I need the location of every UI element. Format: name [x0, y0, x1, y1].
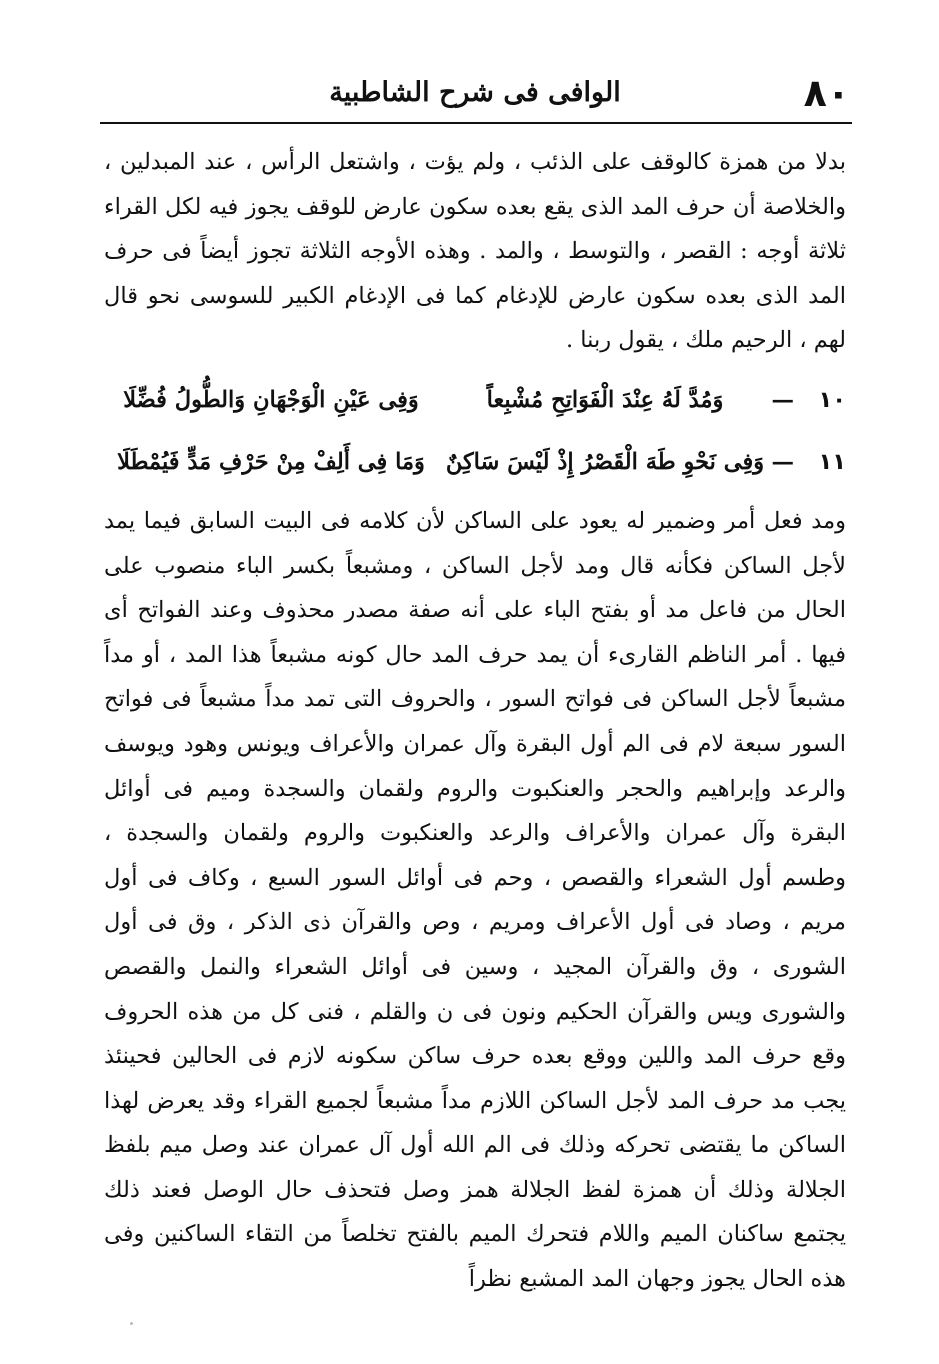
verse-line	[104, 369, 846, 431]
commentary-paragraph: ومد فعل أمر وضمير له يعود على الساكن لأن كلامه فى البيت السابق فيما يمد لأجل الساكن فكأنه قال ومد لأجل الساكن ، ومشبعاً بكسر الباء منصوب على الحال من فاعل مد أو بفتح الباء على أنه صفة مصدر محذوف وعند الفواتح أى فيها . أمر الناظم القارىء أن يمد حرف المد حال كونه مشبعاً هذا المد ، أو مداً مشبعاً لأجل الساكن فى فواتح السور ، والحروف التى تمد مداً مشبعاً فى فواتح السور سبعة لام فى الم أول البقرة وآل عمران والأعراف ويونس وهود ويوسف والرعد وإبراهيم والحجر والعنكبوت والروم ولقمان والسجدة وميم فى أوائل البقرة وآل عمران والأعراف والرعد والعنكبوت والروم ولقمان والسجدة ، وطسم أول الشعراء والقصص ، وحم فى أوائل السور السبع ، وكاف فى أول مريم ، وصاد فى أول الأعراف ومريم ، وص والقرآن ذى الذكر ، وق فى أول الشورى ، وق والقرآن المجيد ، وسين فى أوائل الشعراء والنمل والقصص والشورى ويس والقرآن الحكيم ونون فى ن والقلم ، فنى كل من هذه الحروف وقع حرف المد واللين ووقع بعده حرف ساكن سكونه لازم فى الحالين فحينئذ يجب مد حرف المد لأجل الساكن اللازم مداً مشبعاً لجميع القراء وقد يعرض لهذا الساكن ما يقتضى تحركه وذلك فى الم الله أول آل عمران عند وصل ميم بلفظ الجلالة وذلك أن همزة لفظ الجلالة همز وصل فتحذف حال الوصل فعند ذلك يجتمع ساكنان الميم واللام فتحرك الميم بالفتح تخلصاً من التقاء الساكنين وفى هذه الحال يجوز وجهان المد المشبع نظراً	[104, 507, 846, 1293]
page-number: ٨٠	[803, 71, 850, 115]
verse-number: ١٠	[818, 386, 846, 413]
verse-first-hemistich: وَفِى نَحْوِ طَهَ الْقَصْرُ إِذْ لَيْسَ سَاكِنٌ	[445, 448, 765, 475]
running-title: الوافى فى شرح الشاطبية	[329, 77, 621, 108]
verse-dash: —	[771, 448, 794, 475]
verse-block	[104, 369, 846, 493]
intro-paragraph: بدلا من همزة كالوقف على الذئب ، ولم يؤت ، واشتعل الرأس ، عند المبدلين ، والخلاصة أن حرف المد الذى يقع بعده سكون عارض للوقف يجوز فيه لكل القراء ثلاثة أوجه : القصر ، والتوسط ، والمد . وهذه الأوجه الثلاثة تجوز أيضاً فى حرف المد الذى بعده سكون عارض للإدغام كما فى الإدغام الكبير للسوسى نحو قال لهم ، الرحيم ملك ، يقول ربنا .	[104, 149, 846, 354]
scan-speck	[130, 1322, 133, 1325]
header-rule	[100, 122, 852, 124]
verse-second-hemistich: وَفِى عَيْنِ الْوَجْهَانِ وَالطُّولُ فُضِّلَا	[123, 386, 419, 413]
verse-first-hemistich: وَمُدَّ لَهُ عِنْدَ الْفَوَاتِحِ مُشْبِعاً	[486, 386, 724, 413]
page-header	[100, 68, 850, 118]
verse-second-hemistich: وَمَا فِى أَلِفْ مِنْ حَرْفِ مَدٍّ فَيُمْطَلَا	[117, 448, 425, 475]
verse-dash: —	[771, 386, 794, 413]
verse-line	[104, 431, 846, 493]
body-text	[104, 140, 846, 1302]
verse-number: ١١	[818, 448, 846, 475]
